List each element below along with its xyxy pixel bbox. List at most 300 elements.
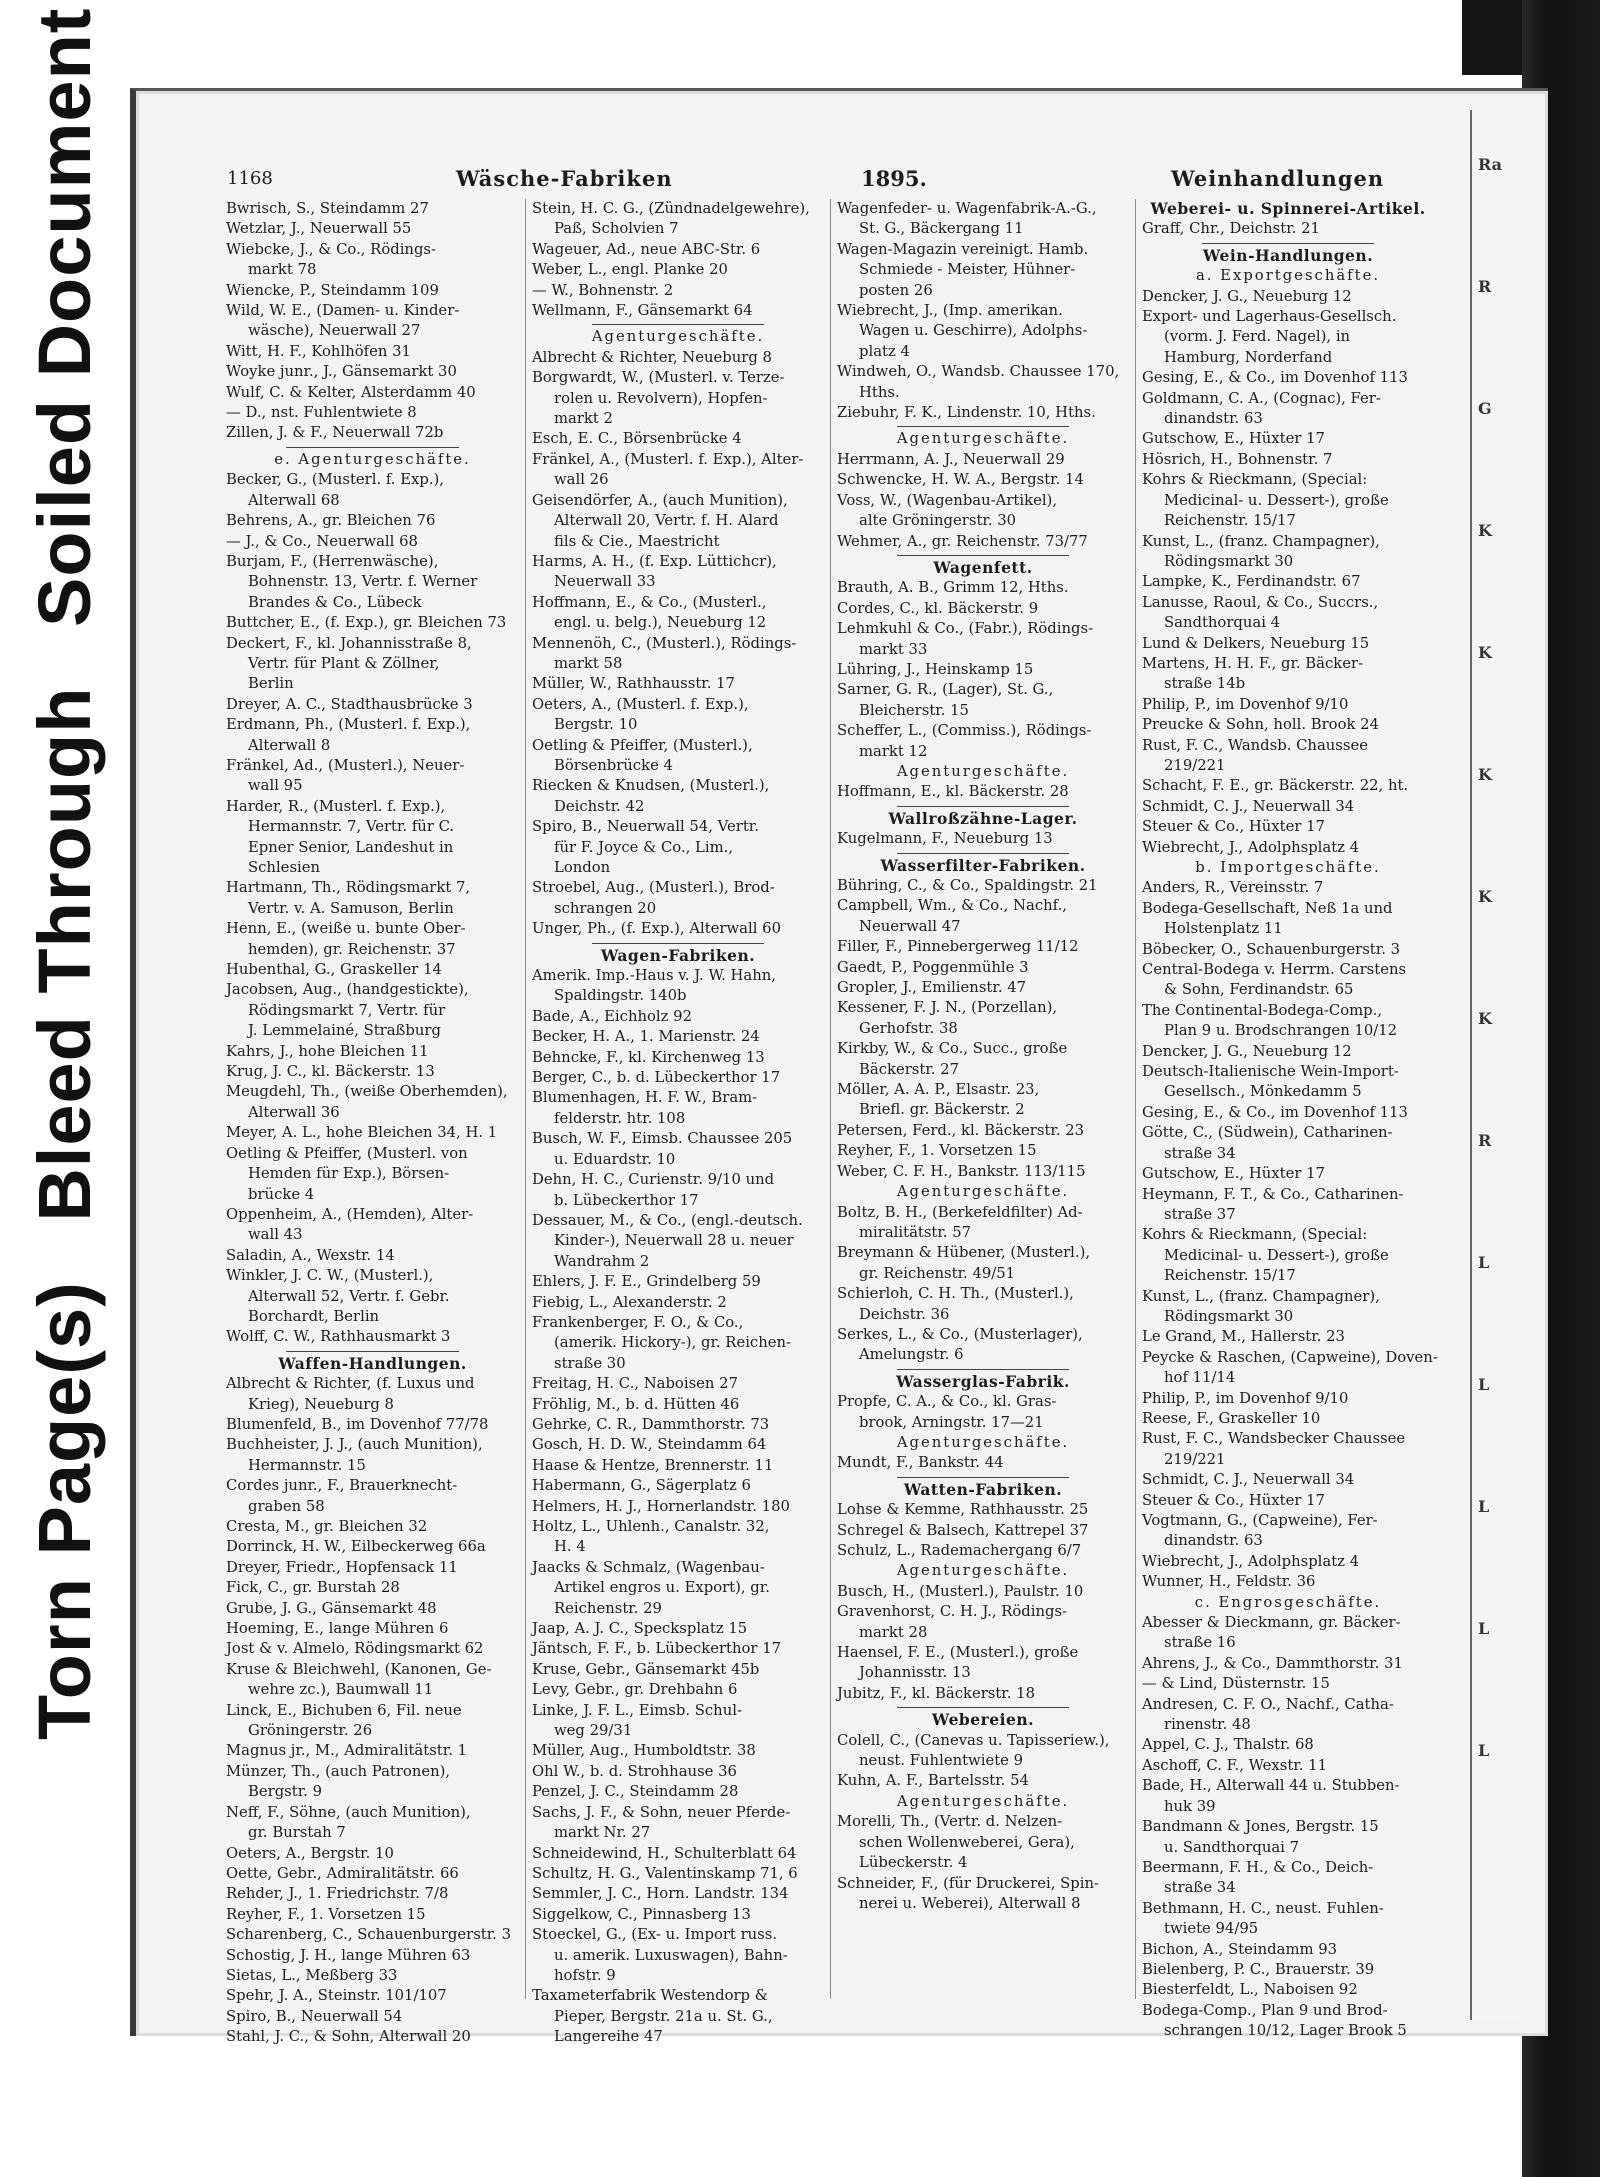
directory-entry: & Sohn, Ferdinandstr. 65 xyxy=(1164,981,1354,999)
directory-entry: hofstr. 9 xyxy=(554,1966,616,1984)
directory-entry: Behrens, A., gr. Bleichen 76 xyxy=(226,512,436,530)
directory-entry: hof 11/14 xyxy=(1164,1369,1236,1387)
directory-entry: Lanusse, Raoul, & Co., Succrs., xyxy=(1142,593,1379,611)
directory-entry: Schneider, F., (für Druckerei, Spin- xyxy=(837,1874,1100,1892)
directory-entry: straße 30 xyxy=(554,1354,626,1372)
directory-entry: Ziebuhr, F. K., Lindenstr. 10, Hths. xyxy=(837,404,1096,422)
directory-entry: Lohse & Kemme, Rathhausstr. 25 xyxy=(837,1501,1089,1519)
directory-entry: Haase & Hentze, Brennerstr. 11 xyxy=(532,1456,774,1474)
directory-entry: J. Lemmelainé, Straßburg xyxy=(248,1022,441,1040)
bleed-fragment: K xyxy=(1478,765,1492,784)
directory-entry: Kinder-), Neuerwall 28 u. neuer xyxy=(554,1232,794,1250)
directory-entry: Bethmann, H. C., neust. Fuhlen- xyxy=(1142,1899,1384,1917)
directory-entry: Hamburg, Norderfand xyxy=(1164,348,1333,366)
directory-entry: Herrmann, A. J., Neuerwall 29 xyxy=(837,450,1065,468)
directory-entry: Gutschow, E., Hüxter 17 xyxy=(1142,430,1325,448)
directory-entry: Lampke, K., Ferdinandstr. 67 xyxy=(1142,573,1361,591)
running-header xyxy=(221,159,1426,199)
directory-entry: Wageuer, Ad., neue ABC-Str. 6 xyxy=(532,240,761,258)
directory-entry: Linck, E., Bichuben 6, Fil. neue xyxy=(226,1701,462,1719)
directory-entry: Alterwall 20, Vertr. f. H. Alard xyxy=(554,512,779,530)
directory-entry: straße 34 xyxy=(1164,1879,1236,1897)
directory-entry: Berlin xyxy=(248,675,294,693)
directory-entry: Export- und Lagerhaus-Gesellsch. xyxy=(1142,308,1397,326)
directory-entry: Petersen, Ferd., kl. Bäckerstr. 23 xyxy=(837,1121,1085,1139)
directory-entry: nerei u. Weberei), Alterwall 8 xyxy=(859,1894,1081,1912)
directory-entry: Kahrs, J., hohe Bleichen 11 xyxy=(226,1042,429,1060)
directory-entry: Deckert, F., kl. Johannisstraße 8, xyxy=(226,634,472,652)
directory-entry: Krieg), Neueburg 8 xyxy=(248,1395,394,1413)
directory-entry: Riecken & Knudsen, (Musterl.), xyxy=(532,777,770,795)
directory-entry: Holstenplatz 11 xyxy=(1164,920,1283,938)
directory-entry: Kirkby, W., & Co., Succ., große xyxy=(837,1040,1068,1058)
directory-entry: Reyher, F., 1. Vorsetzen 15 xyxy=(837,1142,1037,1160)
directory-entry: Harms, A. H., (f. Exp. Lüttichcr), xyxy=(532,552,777,570)
subsection-heading: Agenturgeschäfte. xyxy=(896,1792,1070,1810)
directory-entry: Biesterfeldt, L., Naboisen 92 xyxy=(1142,1981,1358,1999)
bleed-fragment: L xyxy=(1478,1375,1490,1394)
directory-entry: Burjam, F., (Herrenwäsche), xyxy=(226,552,439,570)
directory-entry: Bleicherstr. 15 xyxy=(859,701,969,719)
directory-entry: Bodega-Comp., Plan 9 und Brod- xyxy=(1142,2001,1388,2019)
label-bleed-through: Bleed Through xyxy=(23,686,106,1222)
directory-entry: neust. Fuhlentwiete 9 xyxy=(859,1752,1024,1770)
directory-entry: hemden), gr. Reichenstr. 37 xyxy=(248,940,456,958)
directory-entry: Woyke junr., J., Gänsemarkt 30 xyxy=(226,363,457,381)
section-heading: Waffen-Handlungen. xyxy=(278,1353,467,1373)
directory-entry: Wagenfeder- u. Wagenfabrik-A.-G., xyxy=(837,200,1097,217)
section-divider xyxy=(897,1477,1069,1478)
directory-entry: schen Wollenweberei, Gera), xyxy=(859,1833,1075,1851)
directory-entry: Rehder, J., 1. Friedrichstr. 7/8 xyxy=(226,1885,449,1903)
directory-entry: Alterwall 68 xyxy=(248,491,340,509)
section-heading: Wein-Handlungen. xyxy=(1202,245,1374,265)
section-divider xyxy=(286,1351,459,1352)
subsection-heading: e. Agenturgeschäfte. xyxy=(274,450,471,468)
directory-entry: Esch, E. C., Börsenbrücke 4 xyxy=(532,430,742,448)
directory-entry: schrangen 10/12, Lager Brook 5 xyxy=(1164,2022,1407,2040)
directory-entry: Bade, H., Alterwall 44 u. Stubben- xyxy=(1142,1777,1400,1795)
directory-entry: markt 78 xyxy=(248,261,317,279)
directory-entry: Dorrinck, H. W., Eilbeckerweg 66a xyxy=(226,1538,486,1556)
directory-entry: Spiro, B., Neuerwall 54, Vertr. xyxy=(532,818,759,836)
directory-entry: markt Nr. 27 xyxy=(554,1824,651,1842)
directory-entry: Neff, F., Söhne, (auch Munition), xyxy=(226,1803,471,1821)
directory-entry: Deichstr. 36 xyxy=(859,1305,950,1323)
directory-entry: platz 4 xyxy=(859,342,910,360)
section-divider xyxy=(286,447,459,448)
directory-entry: Harder, R., (Musterl. f. Exp.), xyxy=(226,797,446,815)
directory-entry: Bielenberg, P. C., Brauerstr. 39 xyxy=(1142,1960,1375,1978)
directory-entry: Linke, J. F. L., Eimsb. Schul- xyxy=(532,1701,742,1719)
directory-entry: Philip, P., im Dovenhof 9/10 xyxy=(1142,695,1349,713)
directory-entry: Gropler, J., Emilienstr. 47 xyxy=(837,979,1027,997)
directory-entry: London xyxy=(554,859,611,876)
directory-entry: Fröhlig, M., b. d. Hütten 46 xyxy=(532,1395,740,1413)
directory-entry: markt 58 xyxy=(554,654,623,672)
directory-entry: markt 12 xyxy=(859,742,928,760)
directory-entry: 219/221 xyxy=(1164,1450,1226,1468)
directory-entry: miralitätstr. 57 xyxy=(859,1223,972,1241)
directory-entry: Schlesien xyxy=(248,859,321,876)
directory-entry: Dreyer, A. C., Stadthausbrücke 3 xyxy=(226,695,473,713)
directory-entry: Anders, R., Vereinsstr. 7 xyxy=(1142,879,1324,897)
directory-entry: Kunst, L., (franz. Champagner), xyxy=(1142,1287,1380,1305)
directory-entry: Plan 9 u. Brodschrangen 10/12 xyxy=(1164,1022,1398,1040)
directory-entry: Götte, C., (Südwein), Catharinen- xyxy=(1142,1124,1393,1142)
directory-entry: Blumenhagen, H. F. W., Bram- xyxy=(532,1089,758,1107)
directory-entry: Oeters, A., Bergstr. 10 xyxy=(226,1844,394,1862)
directory-entry: Müller, W., Rathhausstr. 17 xyxy=(532,675,735,693)
bleed-fragment: L xyxy=(1478,1741,1490,1760)
directory-entry: für F. Joyce & Co., Lim., xyxy=(554,838,734,856)
directory-entry: straße 37 xyxy=(1164,1205,1236,1223)
directory-entry: Wiebcke, J., & Co., Rödings- xyxy=(226,240,437,258)
directory-entry: Kessener, F. J. N., (Porzellan), xyxy=(837,999,1058,1017)
subsection-heading: Agenturgeschäfte. xyxy=(896,762,1070,780)
directory-entry: Kruse & Bleichwehl, (Kanonen, Ge- xyxy=(226,1660,492,1678)
directory-entry: u. Eduardstr. 10 xyxy=(554,1150,676,1168)
directory-entry: Serkes, L., & Co., (Musterlager), xyxy=(837,1325,1083,1343)
section-divider xyxy=(897,1707,1069,1708)
directory-entry: — & Lind, Düsternstr. 15 xyxy=(1142,1675,1330,1693)
section-divider xyxy=(592,943,764,944)
directory-entry: Kruse, Gebr., Gänsemarkt 45b xyxy=(532,1660,760,1678)
directory-entry: Jubitz, F., kl. Bäckerstr. 18 xyxy=(837,1684,1035,1702)
directory-entry: Rödingsmarkt 7, Vertr. für xyxy=(248,1001,446,1019)
directory-entry: Schwencke, H. W. A., Bergstr. 14 xyxy=(837,471,1084,489)
directory-entry: Hartmann, Th., Rödingsmarkt 7, xyxy=(226,879,471,897)
directory-entry: Deichstr. 42 xyxy=(554,797,645,815)
directory-entry: Medicinal- u. Dessert-), große xyxy=(1164,491,1389,509)
label-soiled-document: Soiled Document xyxy=(23,7,106,627)
directory-entry: Oppenheim, A., (Hemden), Alter- xyxy=(226,1205,474,1223)
directory-entry: Geisendörfer, A., (auch Munition), xyxy=(532,491,788,509)
directory-entry: Deutsch-Italienische Wein-Import- xyxy=(1142,1063,1399,1081)
directory-entry: Colell, C., (Canevas u. Tapisseriew.), xyxy=(837,1731,1110,1749)
directory-entry: Bwrisch, S., Steindamm 27 xyxy=(226,200,429,217)
directory-entry: (vorm. J. Ferd. Nagel), in xyxy=(1164,328,1351,346)
directory-entry: Krug, J. C., kl. Bäckerstr. 13 xyxy=(226,1063,435,1081)
directory-entry: Gosch, H. D. W., Steindamm 64 xyxy=(532,1436,767,1454)
column-1 xyxy=(220,199,525,2046)
directory-entry: Bichon, A., Steindamm 93 xyxy=(1142,1940,1338,1958)
directory-entry: markt 2 xyxy=(554,410,613,428)
directory-entry: Abesser & Dieckmann, gr. Bäcker- xyxy=(1142,1614,1401,1632)
directory-entry: Bühring, C., & Co., Spaldingstr. 21 xyxy=(837,877,1098,894)
bleed-fragment: L xyxy=(1478,1497,1490,1516)
directory-entry: felderstr. htr. 108 xyxy=(554,1109,686,1127)
bleed-fragment: Ra xyxy=(1478,155,1503,174)
directory-entry: Weber, C. F. H., Bankstr. 113/115 xyxy=(837,1162,1086,1180)
directory-entry: u. Sandthorquai 7 xyxy=(1164,1838,1300,1856)
directory-entry: Holtz, L., Uhlenh., Canalstr. 32, xyxy=(532,1518,770,1535)
directory-entry: b. Lübeckerthor 17 xyxy=(554,1191,699,1209)
directory-entry: Levy, Gebr., gr. Drehbahn 6 xyxy=(532,1681,738,1699)
directory-entry: Breymann & Hübener, (Musterl.), xyxy=(837,1244,1091,1262)
section-title-left: Wäsche-Fabriken xyxy=(456,166,673,191)
condition-label xyxy=(20,7,110,1740)
directory-entry: Böbecker, O., Schauenburgerstr. 3 xyxy=(1142,940,1401,958)
bleed-fragment: L xyxy=(1478,1253,1490,1272)
directory-entry: Lund & Delkers, Neueburg 15 xyxy=(1142,634,1370,652)
directory-entry: Saladin, A., Wexstr. 14 xyxy=(226,1246,395,1264)
subsection-heading: Agenturgeschäfte. xyxy=(896,1562,1070,1580)
directory-entry: Habermann, G., Sägerplatz 6 xyxy=(532,1477,751,1495)
directory-entry: Jacobsen, Aug., (handgestickte), xyxy=(226,981,469,999)
directory-entry: Stoeckel, G., (Ex- u. Import russ. xyxy=(532,1926,778,1944)
subsection-heading: Agenturgeschäfte. xyxy=(896,430,1070,448)
directory-entry: Zillen, J. & F., Neuerwall 72b xyxy=(226,424,444,442)
directory-entry: Scharenberg, C., Schauenburgerstr. 3 xyxy=(226,1926,511,1944)
directory-entry: Kugelmann, F., Neueburg 13 xyxy=(837,830,1053,848)
section-heading: Wagen-Fabriken. xyxy=(600,945,756,965)
label-torn-pages: Torn Page(s) xyxy=(23,1281,106,1740)
directory-entry: wall 26 xyxy=(554,471,609,489)
subsection-heading: c. Engrosgeschäfte. xyxy=(1194,1593,1382,1611)
directory-entry: Peycke & Raschen, (Capweine), Doven- xyxy=(1142,1348,1438,1366)
directory-entry: wehre zc.), Baumwall 11 xyxy=(248,1681,434,1699)
directory-entry: Grube, J. G., Gänsemarkt 48 xyxy=(226,1599,437,1617)
directory-entry: straße 14b xyxy=(1164,675,1246,693)
directory-entry: Siggelkow, C., Pinnasberg 13 xyxy=(532,1905,751,1923)
directory-entry: Ehlers, J. F. E., Grindelberg 59 xyxy=(532,1273,761,1291)
column-4 xyxy=(1135,199,1440,2040)
directory-entry: Cordes junr., F., Brauerknecht- xyxy=(226,1477,458,1495)
subsection-heading: Agenturgeschäfte. xyxy=(591,328,765,346)
bleed-fragment: R xyxy=(1478,277,1492,296)
directory-entry: Henn, E., (weiße u. bunte Ober- xyxy=(226,920,466,938)
directory-entry: Hemden für Exp.), Börsen- xyxy=(248,1165,450,1183)
directory-entry: Hoffmann, E., & Co., (Musterl., xyxy=(532,593,767,611)
directory-entry: H. 4 xyxy=(554,1538,586,1556)
section-divider xyxy=(592,324,764,325)
directory-entry: The Continental-Bodega-Comp., xyxy=(1142,1001,1383,1019)
directory-entry: Neuerwall 47 xyxy=(859,917,961,935)
directory-entry: Brauth, A. B., Grimm 12, Hths. xyxy=(837,579,1069,597)
section-heading: Wasserglas-Fabrik. xyxy=(896,1371,1070,1391)
directory-entry: markt 28 xyxy=(859,1623,928,1641)
directory-entry: Bade, A., Eichholz 92 xyxy=(532,1007,692,1025)
directory-entry: Witt, H. F., Kohlhöfen 31 xyxy=(226,342,411,360)
directory-entry: — J., & Co., Neuerwall 68 xyxy=(226,532,418,550)
directory-entry: Wellmann, F., Gänsemarkt 64 xyxy=(532,302,753,320)
section-divider xyxy=(1202,243,1374,244)
directory-entry: u. amerik. Luxuswagen), Bahn- xyxy=(554,1946,788,1964)
directory-entry: Oetling & Pfeiffer, (Musterl. von xyxy=(226,1144,468,1162)
directory-entry: Medicinal- u. Dessert-), große xyxy=(1164,1246,1389,1264)
directory-entry: Vertr. v. A. Samuson, Berlin xyxy=(248,899,454,917)
directory-entry: huk 39 xyxy=(1164,1797,1216,1815)
directory-entry: Wagen u. Geschirre), Adolphs- xyxy=(859,322,1088,340)
directory-entry: engl. u. belg.), Neueburg 12 xyxy=(554,614,767,632)
subsection-heading: Agenturgeschäfte. xyxy=(896,1433,1070,1451)
directory-entry: Schmidt, C. J., Neuerwall 34 xyxy=(1142,797,1355,815)
directory-entry: brücke 4 xyxy=(248,1185,315,1203)
directory-entry: Becker, H. A., 1. Marienstr. 24 xyxy=(532,1028,760,1046)
directory-entry: Alterwall 8 xyxy=(248,736,331,754)
directory-entry: Andresen, C. F. O., Nachf., Catha- xyxy=(1142,1695,1394,1713)
directory-entry: Buchheister, J. J., (auch Munition), xyxy=(226,1436,483,1454)
directory-entry: Gröningerstr. 26 xyxy=(248,1722,373,1740)
directory-entry: schrangen 20 xyxy=(554,899,657,917)
directory-entry: Sandthorquai 4 xyxy=(1164,614,1281,632)
directory-entry: Kohrs & Rieckmann, (Special: xyxy=(1142,1226,1368,1244)
directory-entry: twiete 94/95 xyxy=(1164,1920,1259,1938)
directory-entry: Winkler, J. C. W., (Musterl.), xyxy=(226,1267,434,1285)
directory-entry: Gravenhorst, C. H. J., Rödings- xyxy=(837,1603,1068,1621)
directory-entry: alte Gröningerstr. 30 xyxy=(859,512,1017,530)
directory-entry: Wild, W. E., (Damen- u. Kinder- xyxy=(226,302,460,320)
directory-entry: Schmiede - Meister, Hühner- xyxy=(859,261,1076,279)
directory-entry: 219/221 xyxy=(1164,756,1226,774)
directory-entry: Hermannstr. 7, Vertr. für C. xyxy=(248,818,455,836)
directory-entry: Börsenbrücke 4 xyxy=(554,756,673,774)
directory-entry: Reese, F., Graskeller 10 xyxy=(1142,1409,1321,1427)
directory-entry: Wiebrecht, J., Adolphsplatz 4 xyxy=(1142,838,1360,856)
directory-entry: Amelungstr. 6 xyxy=(859,1346,964,1364)
microfilm-border-top xyxy=(1462,0,1522,75)
directory-entry: Schneidewind, H., Schulterblatt 64 xyxy=(532,1844,797,1862)
directory-entry: Wolff, C. W., Rathhausmarkt 3 xyxy=(226,1328,451,1346)
directory-entry: Gaedt, P., Poggenmühle 3 xyxy=(837,958,1029,976)
directory-entry: Hermannstr. 15 xyxy=(248,1456,366,1474)
bleed-fragment: K xyxy=(1478,521,1492,540)
directory-entry: Hoffmann, E., kl. Bäckerstr. 28 xyxy=(837,783,1069,801)
directory-entry: Goldmann, C. A., (Cognac), Fer- xyxy=(1142,389,1381,407)
directory-entry: Sarner, G. R., (Lager), St. G., xyxy=(837,681,1054,699)
directory-entry: Cordes, C., kl. Bäckerstr. 9 xyxy=(837,599,1039,617)
section-title-right: Weinhandlungen xyxy=(1171,166,1385,191)
directory-entry: Borchardt, Berlin xyxy=(248,1307,380,1325)
directory-entry: Epner Senior, Landeshut in xyxy=(248,838,454,856)
subsection-heading: Agenturgeschäfte. xyxy=(896,1183,1070,1201)
page-number: 1168 xyxy=(227,168,273,189)
directory-entry: Windweh, O., Wandsb. Chaussee 170, xyxy=(837,363,1120,381)
subsection-heading: a. Exportgeschäfte. xyxy=(1195,267,1381,285)
directory-entry: Heymann, F. T., & Co., Catharinen- xyxy=(1142,1185,1404,1203)
directory-entry: Weber, L., engl. Planke 20 xyxy=(532,261,728,279)
directory-entry: — D., nst. Fuhlentwiete 8 xyxy=(226,404,417,422)
directory-entry: Gesing, E., & Co., im Dovenhof 113 xyxy=(1142,1103,1408,1121)
directory-entry: Reichenstr. 15/17 xyxy=(1164,512,1296,530)
directory-entry: Lübeckerstr. 4 xyxy=(859,1854,968,1872)
directory-entry: Wiebrecht, J., (Imp. amerikan. xyxy=(837,302,1063,320)
directory-entry: Borgwardt, W., (Musterl. v. Terze- xyxy=(532,369,785,387)
directory-entry: Möller, A. A. P., Elsastr. 23, xyxy=(837,1081,1040,1099)
directory-entry: Wunner, H., Feldstr. 36 xyxy=(1142,1573,1316,1591)
directory-entry: Taxameterfabrik Westendorp & xyxy=(532,1987,768,2005)
directory-entry: Bergstr. 10 xyxy=(554,716,638,734)
directory-entry: wall 43 xyxy=(248,1226,303,1244)
directory-entry: Le Grand, M., Hallerstr. 23 xyxy=(1142,1328,1345,1346)
directory-entry: Stroebel, Aug., (Musterl.), Brod- xyxy=(532,879,775,897)
directory-entry: Kunst, L., (franz. Champagner), xyxy=(1142,532,1380,550)
directory-entry: Wiebrecht, J., Adolphsplatz 4 xyxy=(1142,1552,1360,1570)
directory-entry: Briefl. gr. Bäckerstr. 2 xyxy=(859,1101,1025,1119)
next-page-bleed xyxy=(1470,110,1522,2020)
directory-entry: Gesing, E., & Co., im Dovenhof 113 xyxy=(1142,369,1408,387)
directory-entry: Sachs, J. F., & Sohn, neuer Pferde- xyxy=(532,1803,791,1821)
directory-entry: Meyer, A. L., hohe Bleichen 34, H. 1 xyxy=(226,1124,498,1142)
directory-entry: Gesellsch., Mönkedamm 5 xyxy=(1164,1083,1362,1101)
directory-entry: Gehrke, C. R., Dammthorstr. 73 xyxy=(532,1415,770,1433)
directory-entry: Aschoff, C. F., Wexstr. 11 xyxy=(1142,1756,1327,1774)
directory-entry: Erdmann, Ph., (Musterl. f. Exp.), xyxy=(226,716,471,734)
directory-entry: Jaap, A. J. C., Specksplatz 15 xyxy=(532,1620,748,1638)
directory-entry: dinandstr. 63 xyxy=(1164,1532,1263,1550)
directory-entry: Central-Bodega v. Herrm. Carstens xyxy=(1142,961,1407,979)
directory-entry: Bohnenstr. 13, Vertr. f. Werner xyxy=(248,573,478,591)
directory-entry: Graff, Chr., Deichstr. 21 xyxy=(1142,220,1320,238)
directory-entry: wäsche), Neuerwall 27 xyxy=(248,322,421,340)
directory-entry: Schacht, F. E., gr. Bäckerstr. 22, ht. xyxy=(1142,777,1409,795)
directory-entry: Jost & v. Almelo, Rödingsmarkt 62 xyxy=(226,1640,484,1658)
directory-entry: Schostig, J. H., lange Mühren 63 xyxy=(226,1946,471,1964)
directory-entry: Busch, W. F., Eimsb. Chaussee 205 xyxy=(532,1130,793,1148)
directory-entry: (amerik. Hickory-), gr. Reichen- xyxy=(554,1334,792,1352)
directory-entry: Vertr. für Plant & Zöllner, xyxy=(248,654,440,672)
directory-entry: Bodega-Gesellschaft, Neß 1a und xyxy=(1142,899,1393,917)
directory-entry: Reichenstr. 29 xyxy=(554,1599,662,1617)
directory-entry: Dencker, J. G., Neueburg 12 xyxy=(1142,287,1352,305)
directory-entry: brook, Arningstr. 17—21 xyxy=(859,1413,1044,1431)
directory-entry: Spiro, B., Neuerwall 54 xyxy=(226,2007,403,2025)
directory-entry: Amerik. Imp.-Haus v. J. W. Hahn, xyxy=(532,967,776,985)
directory-entry: Wetzlar, J., Neuerwall 55 xyxy=(226,220,412,238)
directory-entry: Reyher, F., 1. Vorsetzen 15 xyxy=(226,1905,426,1923)
directory-entry: Johannisstr. 13 xyxy=(859,1664,971,1682)
directory-entry: Oetling & Pfeiffer, (Musterl.), xyxy=(532,736,753,754)
directory-entry: Müller, Aug., Humboldtstr. 38 xyxy=(532,1742,756,1760)
directory-entry: Bergstr. 9 xyxy=(248,1783,322,1801)
directory-entry: Blumenfeld, B., im Dovenhof 77/78 xyxy=(226,1415,489,1433)
directory-entry: Dehn, H. C., Curienstr. 9/10 und xyxy=(532,1171,775,1189)
directory-entry: Alterwall 36 xyxy=(248,1103,340,1121)
bleed-fragment: K xyxy=(1478,643,1492,662)
directory-entry: Fränkel, Ad., (Musterl.), Neuer- xyxy=(226,756,465,774)
year: 1895. xyxy=(861,166,927,191)
directory-entry: Magnus jr., M., Admiralitätstr. 1 xyxy=(226,1742,468,1760)
directory-entry: Fränkel, A., (Musterl. f. Exp.), Alter- xyxy=(532,450,804,468)
directory-entry: Schultz, H. G., Valentinskamp 71, 6 xyxy=(532,1864,798,1882)
directory-entry: Wandrahm 2 xyxy=(554,1252,650,1270)
directory-entry: Schregel & Balsech, Kattrepel 37 xyxy=(837,1521,1089,1539)
directory-entry: Dessauer, M., & Co., (engl.-deutsch. xyxy=(532,1211,803,1229)
directory-entry: Wiencke, P., Steindamm 109 xyxy=(226,281,439,299)
directory-entry: rinenstr. 48 xyxy=(1164,1716,1251,1734)
section-heading: Webereien. xyxy=(931,1710,1035,1730)
directory-entry: Neuerwall 33 xyxy=(554,573,656,591)
bleed-fragment: L xyxy=(1478,1619,1490,1638)
directory-entry: Berger, C., b. d. Lübeckerthor 17 xyxy=(532,1069,781,1087)
directory-entry: Scheffer, L., (Commiss.), Rödings- xyxy=(837,722,1092,740)
directory-entry: Stein, H. C. G., (Zündnadelgewehre), xyxy=(532,200,810,217)
directory-entry: Albrecht & Richter, Neueburg 8 xyxy=(532,348,772,366)
directory-entry: Frankenberger, F. O., & Co., xyxy=(532,1313,744,1331)
directory-entry: Haensel, F. E., (Musterl.), große xyxy=(837,1644,1079,1662)
directory-entry: Helmers, H. J., Hornerlandstr. 180 xyxy=(532,1497,790,1515)
directory-entry: Gutschow, E., Hüxter 17 xyxy=(1142,1165,1325,1183)
directory-entry: Dencker, J. G., Neueburg 12 xyxy=(1142,1042,1352,1060)
section-heading: Wagenfett. xyxy=(933,557,1033,577)
directory-entry: Spehr, J. A., Steinstr. 101/107 xyxy=(226,1987,447,2005)
directory-entry: Paß, Scholvien 7 xyxy=(554,220,679,238)
directory-entry: Hösrich, H., Bohnenstr. 7 xyxy=(1142,450,1333,468)
directory-entry: Spaldingstr. 140b xyxy=(554,987,687,1005)
directory-entry: Martens, H. H. F., gr. Bäcker- xyxy=(1142,654,1364,672)
bleed-fragment: K xyxy=(1478,1009,1492,1028)
